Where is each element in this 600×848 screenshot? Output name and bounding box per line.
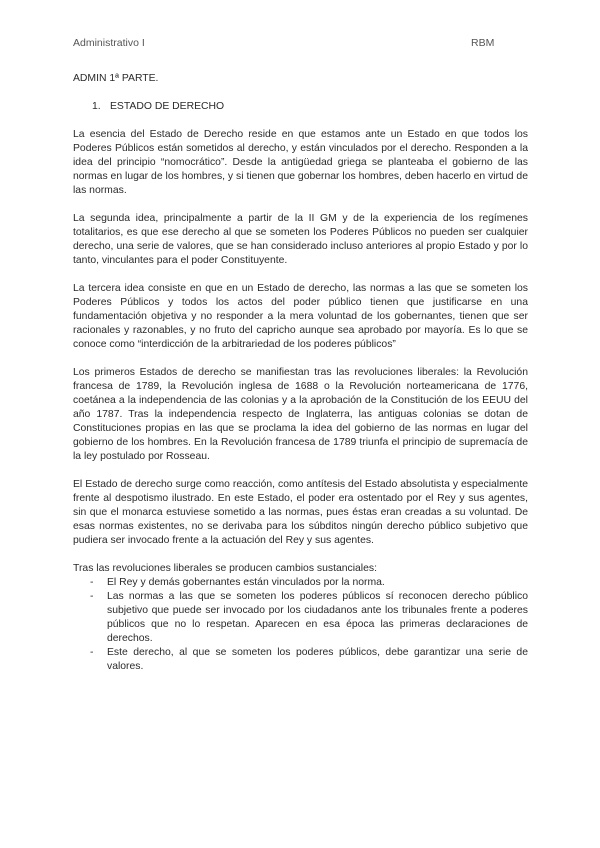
document-body xyxy=(73,72,528,674)
section-label: ADMIN 1ª PARTE. xyxy=(73,73,159,84)
list-item: - Este derecho, al que se someten los poderes públicos, debe garantizar una serie de valores. xyxy=(73,646,528,674)
list-item: - El Rey y demás gobernantes están vinculados por la norma. xyxy=(73,576,528,590)
paragraph-second-idea: La segunda idea, principalmente a partir de la II GM y de la experiencia de los regímenes totalitarios, es que ese derecho al que se someten los Poderes Públicos no pueden ser cualquier derecho, una serie de valores, que se han considerado incluso anteriores al propio Estado y por lo tanto, vinculantes para el poder Constituyente. xyxy=(73,213,528,266)
section-heading xyxy=(73,100,528,114)
paragraph-reaction-absolutism: El Estado de derecho surge como reacción, como antítesis del Estado absolutista y especialmente frente al despotismo ilustrado. En este Estado, el poder era ostentado por el Rey y sus agentes, sin que el monarca estuviese sometido a las normas, pues éstas eran creadas a su voluntad. De esas normas existentes, no se derivaba para los súbditos ningún derecho público subjetivo que pudiera ser invocado frente a la actuación del Rey y sus agentes. xyxy=(73,479,528,546)
header-author-initials: RBM xyxy=(471,37,495,49)
paragraph-nomocratic-principle: La esencia del Estado de Derecho reside en que estamos ante un Estado en que todos los Poderes Públicos están sometidos al derecho, y están vinculados por el derecho. Responden a la idea del principio “nomocrático”. Desde la antigüedad griega se planteaba el gobierno de las normas en lugar de los hombres, y si tienen que gobernar los hombres, deben hacerlo en virtud de las normas. xyxy=(73,129,528,196)
page-header xyxy=(73,37,527,51)
paragraph-third-idea: La tercera idea consiste en que en un Estado de derecho, las normas a las que se someten los Poderes Públicos y todos los actos del poder público tienen que justificarse en una fundamentación objetiva y no responder a la mera voluntad de los gobernantes, tienen que ser racionales y razonables, y no fruto del capricho aunque sea aprobado por mayoría. Es lo que se conoce como “interdicción de la arbitrariedad de los poderes públicos” xyxy=(73,283,528,350)
list-item: - Las normas a las que se someten los poderes públicos sí reconocen derecho público subjetivo que puede ser invocado por los ciudadanos ante los tribunales frente a poderes públicos que no lo respetan. Aparecen en esa época las primeras declaraciones de derechos. xyxy=(73,590,528,646)
heading-number: 1. xyxy=(92,101,101,112)
heading-title: ESTADO DE DERECHO xyxy=(110,101,225,112)
changes-list xyxy=(73,576,528,674)
list-intro: Tras las revoluciones liberales se producen cambios sustanciales: xyxy=(73,563,377,574)
paragraph-first-states: Los primeros Estados de derecho se manifiestan tras las revoluciones liberales: la Revolución francesa de 1789, la Revolución inglesa de 1688 o la Revolución norteamericana de 1776, coetánea a la independencia de las colonias y a la aprobación de la Constitución de los EEUU del año 1787. Tras la independencia respecto de Inglaterra, las antiguas colonias se dotan de Constituciones propias en las que se proclama la idea del gobierno de las normas en lugar del gobierno de los hombres. En la Revolución francesa de 1789 triunfa el principio de supremacía de la ley postulado por Rosseau. xyxy=(73,367,528,462)
header-course-title: Administrativo I xyxy=(73,37,145,49)
